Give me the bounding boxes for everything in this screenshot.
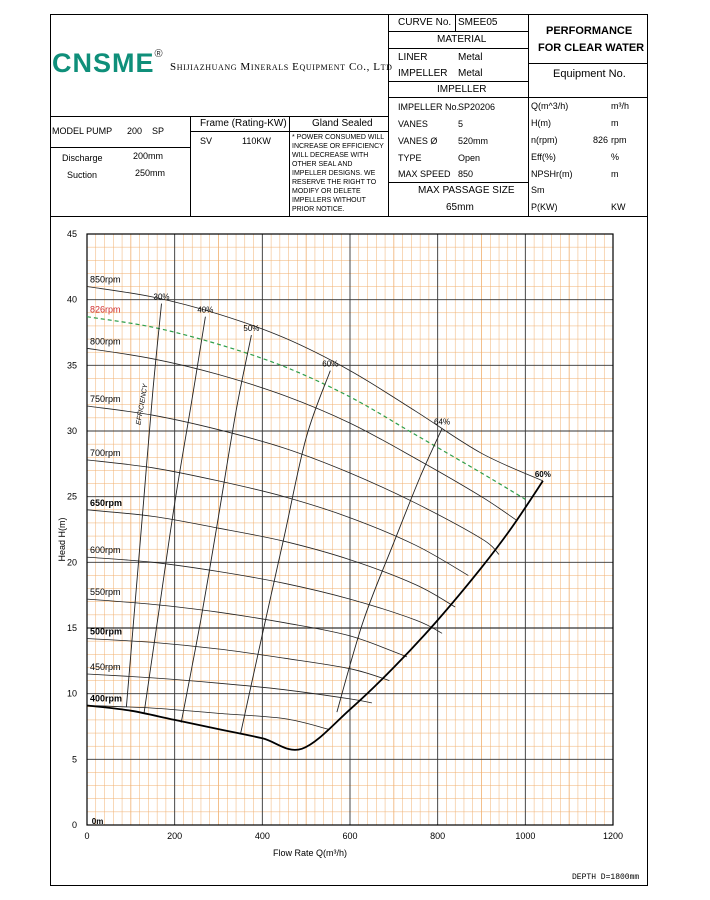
x-tick-label: 800	[430, 831, 446, 841]
efficiency-curve	[181, 335, 251, 722]
efficiency-label: 64%	[434, 417, 451, 427]
param-label: P(KW)	[531, 202, 558, 212]
impeller-title: IMPELLER	[437, 84, 487, 95]
x-tick-label: 600	[342, 831, 358, 841]
zero-head-annotation: 0m	[91, 817, 104, 826]
y-tick-label: 0	[71, 820, 77, 830]
param-label: Eff(%)	[531, 152, 556, 162]
speed-curve-label: 550rpm	[90, 587, 121, 598]
y-tick-label: 35	[66, 360, 77, 371]
speed-curve-label: 700rpm	[90, 447, 121, 458]
efficiency-label: 60%	[534, 469, 551, 479]
speed-curve	[87, 348, 517, 520]
speed-curve-label: 850rpm	[90, 274, 121, 285]
x-tick-label: 0	[84, 831, 90, 841]
rating-value: 110KW	[242, 136, 271, 146]
y-tick-label: 25	[66, 491, 77, 502]
discharge-label: Discharge	[62, 153, 103, 163]
speed-curve	[87, 639, 389, 681]
param-label: n(rpm)	[531, 135, 558, 145]
impeller-material-value: Metal	[458, 68, 483, 79]
speed-curve-label: 800rpm	[90, 336, 121, 347]
x-tick-label: 200	[167, 831, 183, 841]
vanes-label: VANES	[398, 119, 428, 129]
vanes-diameter-label: VANES Ø	[398, 136, 438, 146]
vanes-value: 5	[458, 119, 464, 129]
param-value: 826	[593, 135, 609, 145]
max-passage-value: 65mm	[446, 202, 474, 213]
gland-label: Gland Sealed	[312, 118, 373, 129]
param-label: H(m)	[531, 118, 551, 128]
y-tick-label: 30	[66, 426, 77, 436]
suction-label: Suction	[67, 170, 98, 180]
y-tick-label: 20	[66, 557, 77, 568]
param-unit: m	[611, 118, 619, 128]
efficiency-annotation: EFFICIENCY	[135, 383, 150, 426]
x-tick-label: 400	[254, 831, 270, 841]
suction-value: 250mm	[135, 168, 166, 178]
speed-curve-label: 600rpm	[90, 545, 121, 556]
impeller-material-label: IMPELLER	[398, 68, 448, 79]
liner-value: Metal	[458, 52, 483, 63]
speed-curve-label: 650rpm	[90, 497, 123, 508]
max-passage-label: MAX PASSAGE SIZE	[418, 185, 515, 196]
y-tick-label: 10	[66, 688, 77, 699]
model-label: MODEL PUMP	[52, 126, 113, 136]
param-unit: %	[611, 152, 620, 162]
speed-curve-label: 500rpm	[90, 626, 123, 637]
x-tick-label: 1000	[515, 831, 536, 841]
y-tick-label: 15	[66, 623, 77, 633]
efficiency-curve	[126, 304, 161, 707]
depth-note: DEPTH D=1800mm	[572, 873, 640, 882]
frame-value: SV	[200, 136, 213, 146]
discharge-value: 200mm	[133, 151, 164, 161]
y-tick-label: 40	[66, 294, 77, 305]
model-type: SP	[152, 126, 165, 136]
efficiency-label: 50%	[243, 324, 260, 334]
performance-title: PERFORMANCE	[546, 25, 633, 37]
speed-curve-label: 750rpm	[90, 394, 121, 405]
param-label: Q(m^3/h)	[531, 101, 569, 111]
speed-curve	[87, 460, 468, 576]
x-tick-label: 1200	[602, 831, 624, 841]
company-name: Shijiazhuang Minerals Equipment Co., Ltd	[170, 61, 393, 73]
param-unit: KW	[611, 202, 626, 212]
param-unit: rpm	[611, 135, 627, 145]
efficiency-label: 60%	[322, 359, 339, 369]
y-axis-label: Head H(m)	[57, 517, 67, 562]
efficiency-label: 30%	[153, 292, 170, 302]
param-label: NPSHr(m)	[531, 169, 573, 179]
company-logo: CNSME®	[52, 48, 164, 78]
curve-no-value: SMEE05	[458, 17, 498, 28]
impeller-no-value: SP20206	[458, 102, 496, 112]
speed-curve	[87, 557, 442, 633]
type-value: Open	[458, 153, 481, 163]
vanes-diameter-value: 520mm	[458, 136, 489, 146]
model-size: 200	[127, 126, 143, 136]
equipment-no-label: Equipment No.	[553, 68, 626, 80]
efficiency-curve	[240, 371, 330, 735]
speed-curve	[87, 674, 372, 703]
speed-curve-label: 400rpm	[90, 693, 123, 704]
liner-label: LINER	[398, 52, 428, 63]
max-speed-label: MAX SPEED	[398, 169, 451, 179]
speed-curve	[87, 406, 499, 555]
param-unit: m³/h	[611, 101, 629, 111]
max-speed-value: 850	[458, 169, 474, 179]
param-label: Sm	[531, 185, 545, 195]
x-axis-label: Flow Rate Q(m³/h)	[272, 848, 348, 858]
speed-curve-label: 450rpm	[90, 661, 121, 672]
gland-note: * POWER CONSUMED WILL INCREASE OR EFFICIENCY WILL DECREASE WITH OTHER SEAL AND IMPELLER DESIGNS. WE RESERVE THE RIGHT TO MODIFY OR DELETE IMPELLERS WITHOUT PRIOR NOTICE.	[292, 134, 384, 213]
curve-no-label: CURVE No.	[398, 17, 452, 28]
speed-curve-label: 826rpm	[90, 304, 121, 315]
y-tick-label: 45	[66, 229, 77, 239]
efficiency-label: 40%	[197, 305, 214, 315]
y-tick-label: 5	[71, 754, 77, 765]
material-title: MATERIAL	[437, 34, 487, 45]
performance-subtitle: FOR CLEAR WATER	[538, 42, 645, 54]
type-label: TYPE	[398, 153, 422, 163]
impeller-no-label: IMPELLER No.	[398, 102, 460, 112]
frame-label: Frame (Rating-KW)	[200, 118, 287, 129]
param-unit: m	[611, 169, 619, 179]
